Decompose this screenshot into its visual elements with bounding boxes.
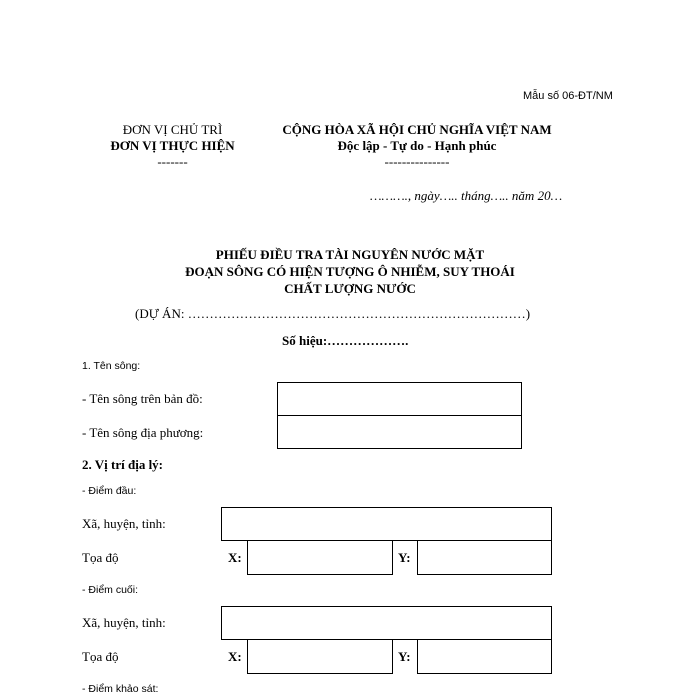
title-line-3: CHẤT LƯỢNG NƯỚC: [284, 281, 416, 296]
implementing-unit-label: ĐƠN VỊ THỰC HIỆN: [110, 138, 235, 153]
country-title: CỘNG HÒA XÃ HỘI CHỦ NGHĨA VIỆT NAM: [282, 122, 552, 137]
map-name-field[interactable]: [277, 382, 522, 416]
start-commune-field[interactable]: [221, 507, 552, 541]
start-point-label: - Điểm đầu:: [82, 485, 137, 497]
header-left-rule: -------: [157, 154, 188, 169]
header-left: [100, 122, 245, 170]
end-commune-label: Xã, huyện, tỉnh:: [82, 615, 166, 630]
section1-heading: 1. Tên sông:: [82, 360, 141, 372]
end-x-field[interactable]: [247, 639, 393, 674]
local-name-field[interactable]: [277, 415, 522, 449]
header-right: [262, 122, 572, 170]
start-commune-label: Xã, huyện, tỉnh:: [82, 516, 166, 531]
start-x-field[interactable]: [247, 540, 393, 575]
host-unit-label: ĐƠN VỊ CHỦ TRÌ: [122, 122, 223, 137]
local-name-label: - Tên sông địa phương:: [82, 425, 204, 440]
start-y-field[interactable]: [417, 540, 552, 575]
map-name-label: - Tên sông trên bản đồ:: [82, 391, 203, 406]
serial-line: Số hiệu:……………….: [282, 333, 409, 348]
date-line: ………., ngày….. tháng….. năm 20…: [370, 188, 563, 203]
title-line-1: PHIẾU ĐIỀU TRA TÀI NGUYÊN NƯỚC MẶT: [215, 247, 485, 262]
section2-heading: 2. Vị trí địa lý:: [82, 457, 164, 472]
start-x-label: X:: [228, 550, 242, 565]
country-motto: Độc lập - Tự do - Hạnh phúc: [337, 138, 497, 153]
start-coord-label: Tọa độ: [82, 550, 119, 565]
end-point-label: - Điểm cuối:: [82, 584, 139, 596]
survey-point-label: - Điểm khảo sát:: [82, 683, 159, 695]
project-line: (DỰ ÁN: ……………………………………………………………………): [135, 306, 531, 321]
start-y-label: Y:: [398, 550, 411, 565]
title-line-2: ĐOẠN SÔNG CÓ HIỆN TƯỢNG Ô NHIỄM, SUY THOÁI: [185, 264, 515, 279]
end-x-label: X:: [228, 649, 242, 664]
form-title: [120, 246, 580, 297]
end-commune-field[interactable]: [221, 606, 552, 640]
header-right-rule: ---------------: [384, 154, 450, 169]
end-coord-label: Tọa độ: [82, 649, 119, 664]
end-y-field[interactable]: [417, 639, 552, 674]
end-y-label: Y:: [398, 649, 411, 664]
form-code: Mẫu số 06-ĐT/NM: [523, 90, 613, 102]
